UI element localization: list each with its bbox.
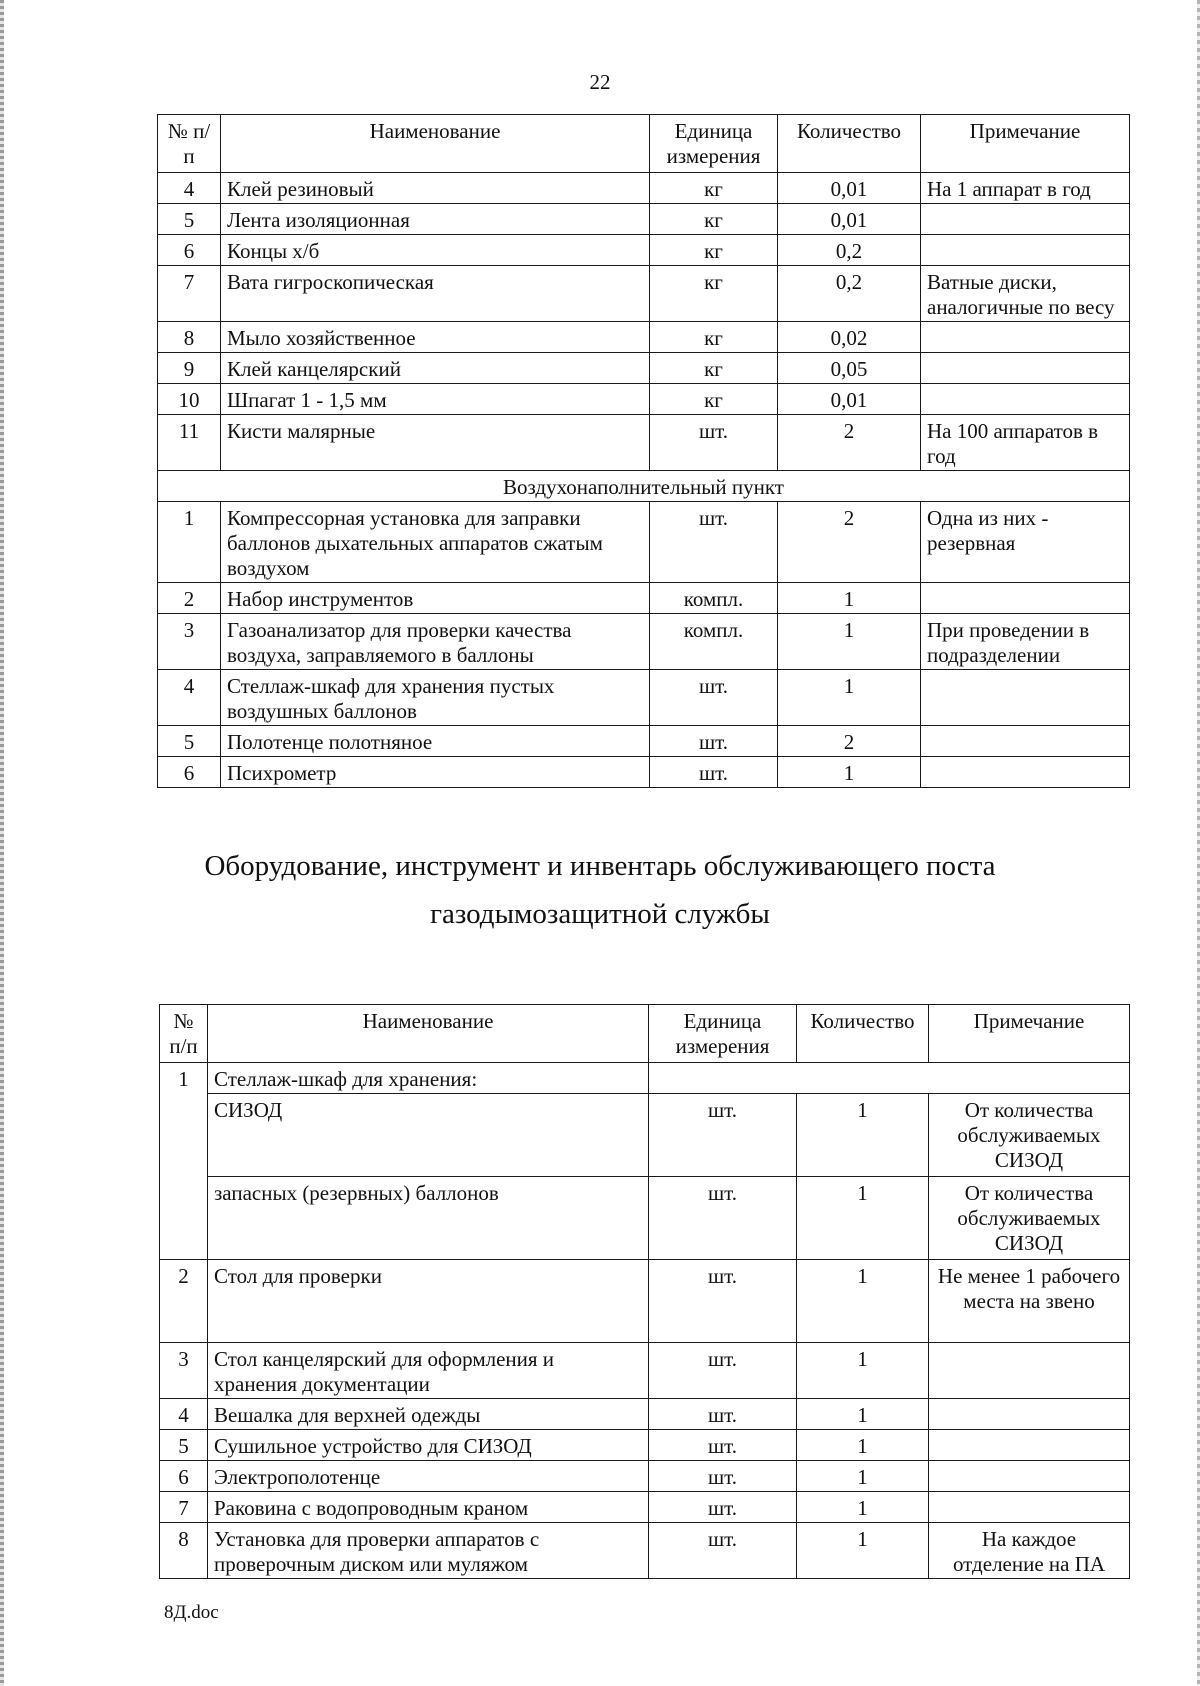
- row-note: [921, 235, 1130, 266]
- row-number: 6: [158, 235, 221, 266]
- row-name: Психрометр: [221, 757, 650, 788]
- row-note: [921, 204, 1130, 235]
- table-row: [158, 670, 1130, 726]
- table-row: [160, 1461, 1130, 1492]
- row-name: Лента изоляционная: [221, 204, 650, 235]
- row-unit: шт.: [650, 726, 778, 757]
- row-note: [921, 757, 1130, 788]
- row-note: От количества обслуживаемых СИЗОД: [929, 1177, 1130, 1260]
- row-name: Компрессорная установка для заправки баллонов дыхательных аппаратов сжатым воздухом: [221, 502, 650, 583]
- row-unit: шт.: [650, 670, 778, 726]
- row-unit: шт.: [649, 1399, 797, 1430]
- row-name: Вата гигроскопическая: [221, 266, 650, 322]
- row-name: Клей резиновый: [221, 173, 650, 204]
- table-row: [158, 266, 1130, 322]
- row-note: Ватные диски, аналогичные по весу: [921, 266, 1130, 322]
- table-row: [160, 1399, 1130, 1430]
- row-quantity: 1: [797, 1523, 929, 1579]
- row-number: 9: [158, 353, 221, 384]
- header-number: № п/п: [160, 1005, 208, 1063]
- row-note: [921, 322, 1130, 353]
- row-number: 4: [158, 670, 221, 726]
- row-unit: шт.: [649, 1094, 797, 1177]
- row-unit: шт.: [650, 757, 778, 788]
- row-unit: шт.: [649, 1177, 797, 1260]
- row-name: Стеллаж-шкаф для хранения:: [208, 1063, 649, 1094]
- row-unit: кг: [650, 266, 778, 322]
- table-row: [158, 173, 1130, 204]
- table-row: [158, 583, 1130, 614]
- row-number: 5: [160, 1430, 208, 1461]
- table-row: [158, 353, 1130, 384]
- header-name: Наименование: [208, 1005, 649, 1063]
- row-unit: шт.: [649, 1260, 797, 1343]
- row-note: При проведении в подразделении: [921, 614, 1130, 670]
- row-number: 7: [158, 266, 221, 322]
- row-name: Мыло хозяйственное: [221, 322, 650, 353]
- row-name: СИЗОД: [208, 1094, 649, 1177]
- row-note: [929, 1343, 1130, 1399]
- row-quantity: 0,01: [778, 173, 921, 204]
- row-name: Шпагат 1 - 1,5 мм: [221, 384, 650, 415]
- row-quantity: 1: [778, 614, 921, 670]
- row-note: [921, 670, 1130, 726]
- table-row: [158, 322, 1130, 353]
- table-row: [160, 1492, 1130, 1523]
- row-name: Стол для проверки: [208, 1260, 649, 1343]
- section-header-row: [158, 471, 1130, 502]
- row-unit: шт.: [649, 1343, 797, 1399]
- row-number: 3: [160, 1343, 208, 1399]
- row-number: 8: [160, 1523, 208, 1579]
- supplies-table: [157, 114, 1130, 788]
- row-unit: шт.: [649, 1523, 797, 1579]
- empty-cell: [649, 1063, 1130, 1094]
- row-unit: кг: [650, 235, 778, 266]
- row-unit: компл.: [650, 614, 778, 670]
- table-row: [160, 1523, 1130, 1579]
- section-title: Воздухонаполнительный пункт: [158, 471, 1130, 502]
- row-name: Электрополотенце: [208, 1461, 649, 1492]
- row-note: От количества обслуживаемых СИЗОД: [929, 1094, 1130, 1177]
- row-number: 5: [158, 726, 221, 757]
- row-note: На 100 аппаратов в год: [921, 415, 1130, 471]
- row-name: Кисти малярные: [221, 415, 650, 471]
- row-note: [921, 726, 1130, 757]
- table-row: [158, 415, 1130, 471]
- row-number: 5: [158, 204, 221, 235]
- row-quantity: 1: [797, 1492, 929, 1523]
- row-note: Одна из них - резервная: [921, 502, 1130, 583]
- header-note: Примечание: [921, 115, 1130, 173]
- row-quantity: 1: [797, 1399, 929, 1430]
- row-quantity: 1: [778, 757, 921, 788]
- row-name: Набор инструментов: [221, 583, 650, 614]
- header-quantity: Количество: [797, 1005, 929, 1063]
- section-heading-line-1: Оборудование, инструмент и инвентарь обслуживающего поста: [204, 850, 996, 882]
- header-name: Наименование: [221, 115, 650, 173]
- row-note: [921, 583, 1130, 614]
- row-quantity: 0,2: [778, 235, 921, 266]
- table-row: [158, 502, 1130, 583]
- row-unit: кг: [650, 322, 778, 353]
- scan-edge-left: [0, 0, 4, 1686]
- row-unit: шт.: [649, 1492, 797, 1523]
- table-row: [160, 1343, 1130, 1399]
- header-unit: Единица измерения: [649, 1005, 797, 1063]
- row-name: Клей канцелярский: [221, 353, 650, 384]
- row-unit: шт.: [650, 415, 778, 471]
- table-header-row: [158, 115, 1130, 173]
- sub-row: [160, 1094, 1130, 1177]
- row-quantity: 1: [778, 583, 921, 614]
- row-quantity: 2: [778, 415, 921, 471]
- table-header-row: [160, 1005, 1130, 1063]
- row-number: 1: [158, 502, 221, 583]
- row-quantity: 0,2: [778, 266, 921, 322]
- row-note: [929, 1492, 1130, 1523]
- row-name: Газоанализатор для проверки качества воздуха, заправляемого в баллоны: [221, 614, 650, 670]
- row-number: 1: [160, 1063, 208, 1260]
- row-unit: компл.: [650, 583, 778, 614]
- row-quantity: 0,05: [778, 353, 921, 384]
- row-number: 6: [160, 1461, 208, 1492]
- row-name: Сушильное устройство для СИЗОД: [208, 1430, 649, 1461]
- row-number: 8: [158, 322, 221, 353]
- row-unit: кг: [650, 353, 778, 384]
- header-note: Примечание: [929, 1005, 1130, 1063]
- row-quantity: 1: [797, 1343, 929, 1399]
- row-quantity: 1: [797, 1430, 929, 1461]
- row-name: запасных (резервных) баллонов: [208, 1177, 649, 1260]
- row-name: Стол канцелярский для оформления и хранения документации: [208, 1343, 649, 1399]
- row-number: 4: [160, 1399, 208, 1430]
- table-row: [160, 1063, 1130, 1094]
- row-note: На каждое отделение на ПА: [929, 1523, 1130, 1579]
- row-name: Раковина с водопроводным краном: [208, 1492, 649, 1523]
- row-quantity: 1: [778, 670, 921, 726]
- row-name: Стеллаж-шкаф для хранения пустых воздушных баллонов: [221, 670, 650, 726]
- row-quantity: 1: [797, 1177, 929, 1260]
- row-number: 4: [158, 173, 221, 204]
- row-quantity: 2: [778, 726, 921, 757]
- table-row: [158, 614, 1130, 670]
- row-note: [929, 1430, 1130, 1461]
- row-note: [921, 353, 1130, 384]
- row-unit: кг: [650, 384, 778, 415]
- row-quantity: 2: [778, 502, 921, 583]
- row-number: 3: [158, 614, 221, 670]
- row-unit: шт.: [649, 1430, 797, 1461]
- row-name: Установка для проверки аппаратов с проверочным диском или муляжом: [208, 1523, 649, 1579]
- row-note: [929, 1399, 1130, 1430]
- table-row: [158, 726, 1130, 757]
- sub-row: [160, 1177, 1130, 1260]
- row-name: Полотенце полотняное: [221, 726, 650, 757]
- row-number: 2: [158, 583, 221, 614]
- file-name-footer: 8Д.doc: [164, 1602, 219, 1623]
- row-note: На 1 аппарат в год: [921, 173, 1130, 204]
- section-heading-line-2: газодымозащитной службы: [430, 898, 770, 930]
- row-quantity: 0,01: [778, 204, 921, 235]
- row-quantity: 0,02: [778, 322, 921, 353]
- page-number: 22: [589, 70, 611, 94]
- header-quantity: Количество: [778, 115, 921, 173]
- row-unit: шт.: [649, 1461, 797, 1492]
- equipment-table: [159, 1004, 1130, 1579]
- row-unit: кг: [650, 173, 778, 204]
- table-row: [160, 1430, 1130, 1461]
- table-row: [158, 235, 1130, 266]
- row-number: 7: [160, 1492, 208, 1523]
- header-unit: Единица измерения: [650, 115, 778, 173]
- row-quantity: 1: [797, 1461, 929, 1492]
- table-row: [158, 384, 1130, 415]
- row-quantity: 1: [797, 1094, 929, 1177]
- row-note: [929, 1461, 1130, 1492]
- row-quantity: 0,01: [778, 384, 921, 415]
- table-row: [158, 757, 1130, 788]
- row-number: 6: [158, 757, 221, 788]
- row-number: 10: [158, 384, 221, 415]
- row-note: [921, 384, 1130, 415]
- row-number: 2: [160, 1260, 208, 1343]
- row-unit: кг: [650, 204, 778, 235]
- row-note: Не менее 1 рабочего места на звено: [929, 1260, 1130, 1343]
- row-quantity: 1: [797, 1260, 929, 1343]
- table-row: [158, 204, 1130, 235]
- table-row: [160, 1260, 1130, 1343]
- row-name: Концы х/б: [221, 235, 650, 266]
- row-unit: шт.: [650, 502, 778, 583]
- row-number: 11: [158, 415, 221, 471]
- header-number: № п/п: [158, 115, 221, 173]
- row-name: Вешалка для верхней одежды: [208, 1399, 649, 1430]
